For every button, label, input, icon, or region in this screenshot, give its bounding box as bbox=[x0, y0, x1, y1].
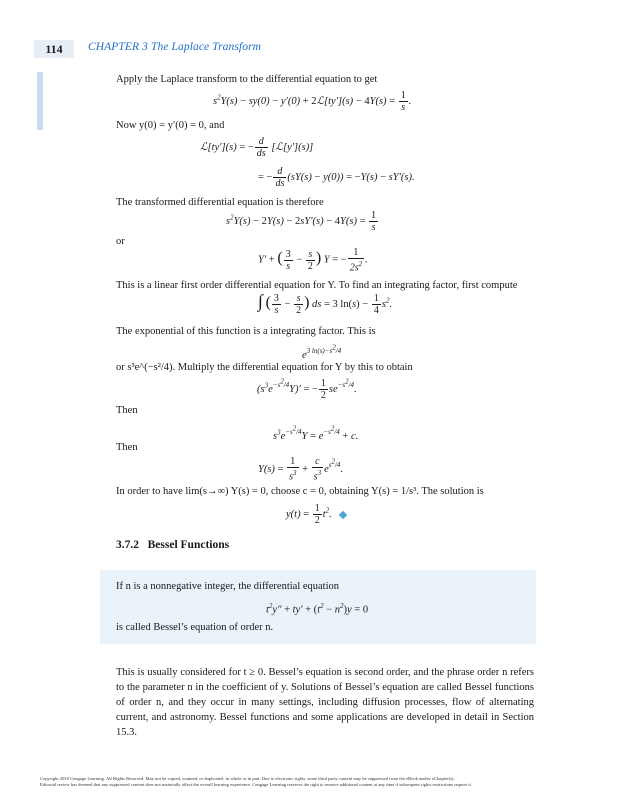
equation-6: ∫ ( $\frac{3}{s}$ − $\frac{s}{2}$ ) ds = 3 ln(s) − $\frac{1}{4}$ $s^2$. bbox=[258, 290, 393, 316]
end-of-example-icon bbox=[339, 510, 347, 518]
equation-11: y(t) = $\frac{1}{2}$ $t^2$. bbox=[286, 503, 346, 526]
equation-1: $s^2Y(s) - sy(0) - y'(0)$ + 2ℒ[ty′](s) − 4Y(s) = $\frac{1}{s}$ . bbox=[213, 90, 412, 113]
equation-4: $s^2Y(s) - 2Y(s) - 2sY'(s) - 4Y(s)$ = $\frac{1}{s}$ bbox=[226, 210, 377, 233]
margin-bar bbox=[37, 72, 43, 130]
equation-5: Y′ + ( $\frac{3}{s}$ − $\frac{s}{2}$ ) Y = − $\frac{1}{2s^2}$ . bbox=[258, 247, 368, 274]
page-number: 114 bbox=[34, 40, 74, 58]
paragraph-2: Now y(0) = y′(0) = 0, and bbox=[116, 120, 225, 131]
paragraph-8: Then bbox=[116, 405, 138, 416]
paragraph-4: or bbox=[116, 236, 125, 247]
paragraph-6: The exponential of this function is a integrating factor. This is bbox=[116, 326, 376, 337]
equation-9: $s^3e^{-s^2/4}Y = e^{-s^2/4} + c$. bbox=[273, 425, 359, 442]
paragraph-7: or s³e^(−s²/4). Multiply the differential equation for Y by this to obtain bbox=[116, 362, 413, 373]
equation-7: $e^{3 ln(s)-s^2/4}$ bbox=[302, 344, 342, 361]
equation-3: = − $\frac{d}{ds}$ (sY(s) − y(0)) = −Y(s) − sY′(s). bbox=[258, 166, 415, 189]
copyright-footer bbox=[40, 776, 582, 788]
equation-2: ℒ[ty′](s) = − $\frac{d}{ds}$ [ℒ[y′](s)] bbox=[200, 136, 314, 159]
equation-10: Y(s) = $\frac{1}{s^3}$ + $\frac{c}{s^3}$ $e^{s^2/4}$. bbox=[258, 456, 344, 483]
copyright-line-2: Editorial review has deemed that any suppressed content does not materially affect the overall learning experience. Cengage Learning reserves the right to remove additional content at any time if subsequent rights restrictions require it. bbox=[40, 782, 472, 788]
copyright-line-1: Copyright 2010 Cengage Learning. All Rights Reserved. May not be copied, scanned, or duplicated, in whole or in part. Due to electronic rights, some third party content may be suppressed from the eBook and/or eChapter(s). bbox=[40, 776, 455, 781]
paragraph-5: This is a linear first order differential equation for Y. To find an integrating factor, first compute bbox=[116, 280, 518, 291]
bessel-equation: $t^2y'' + ty' + (t^2 - n^2)y = 0$ bbox=[266, 602, 369, 616]
definition-line-2: is called Bessel’s equation of order n. bbox=[116, 622, 274, 633]
paragraph-10: In order to have lim(s→∞) Y(s) = 0, choose c = 0, obtaining Y(s) = 1/s³. The solution is bbox=[116, 486, 484, 497]
paragraph-1: Apply the Laplace transform to the differential equation to get bbox=[116, 74, 378, 85]
chapter-heading: CHAPTER 3 The Laplace Transform bbox=[88, 41, 262, 53]
section-title: Bessel Functions bbox=[147, 539, 230, 551]
definition-line-1: If n is a nonnegative integer, the differential equation bbox=[116, 581, 340, 592]
paragraph-3: The transformed differential equation is therefore bbox=[116, 197, 324, 208]
paragraph-9: Then bbox=[116, 442, 138, 453]
closing-paragraph: This is usually considered for t ≥ 0. Bessel’s equation is second order, and the phrase order n refers to the parameter n in the coefficient of y. Solutions of Bessel’s equation are called Bessel functions of order n, and they occur in many settings, including diffusion processes, flow of alternating current, and astronomy. Bessel functions and some applications are developed in detail in Section 15.3. bbox=[116, 667, 534, 738]
section-number: 3.7.2 bbox=[116, 539, 139, 551]
section-heading bbox=[116, 539, 229, 551]
equation-8: $(s^3e^{-s^2/4}Y)'$ = − $\frac{1}{2}$ $se^{-s^2/4}$. bbox=[257, 377, 357, 401]
